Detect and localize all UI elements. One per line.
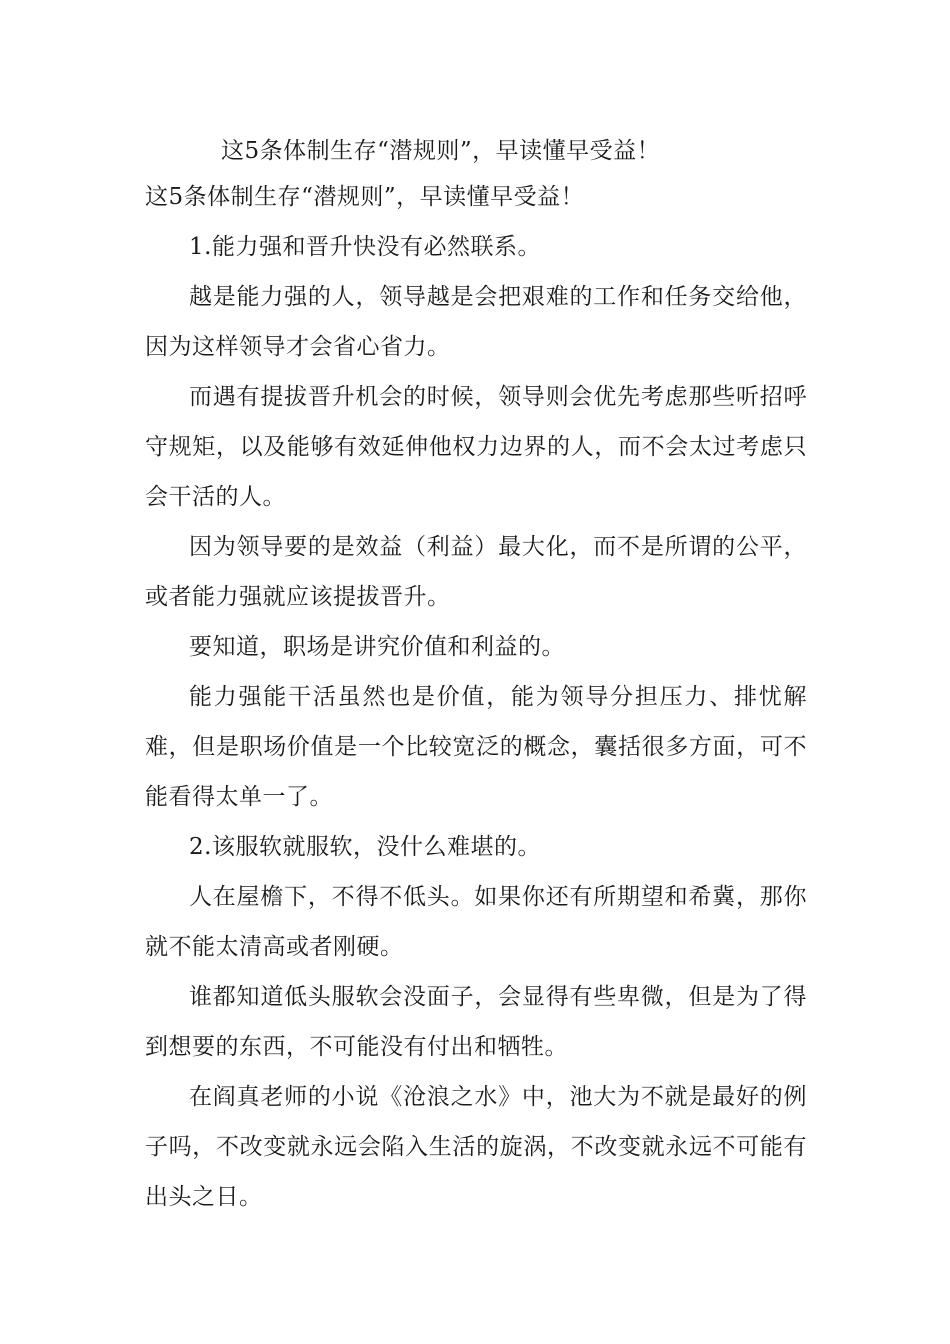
- paragraph: 1.能力强和晋升快没有必然联系。: [189, 234, 541, 260]
- document-subtitle: 这5条体制生存“潜规则”，早读懂早受益！: [145, 184, 585, 210]
- paragraph: 人在屋檐下，不得不低头。如果你还有所期望和希冀，那你就不能太清高或者刚硬。: [145, 884, 807, 960]
- paragraph: 因为领导要的是效益（利益）最大化，而不是所谓的公平，或者能力强就应该提拔晋升。: [145, 534, 807, 610]
- paragraph: 谁都知道低头服软会没面子，会显得有些卑微，但是为了得到想要的东西，不可能没有付出和牺牲。: [145, 984, 807, 1060]
- paragraph: 要知道，职场是讲究价值和利益的。: [189, 634, 565, 660]
- paragraph: 越是能力强的人，领导越是会把艰难的工作和任务交给他，因为这样领导才会省心省力。: [145, 284, 807, 360]
- paragraph: 2.该服软就服软，没什么难堪的。: [189, 834, 541, 860]
- document-body: [145, 128, 807, 1222]
- paragraph: 在阎真老师的小说《沧浪之水》中，池大为不就是最好的例子吗，不改变就永远会陷入生活的旋涡，不改变就永远不可能有出头之日。: [145, 1084, 807, 1210]
- document-title: 这5条体制生存“潜规则”，早读懂早受益！: [221, 138, 661, 164]
- paragraph: 能力强能干活虽然也是价值，能为领导分担压力、排忧解难，但是职场价值是一个比较宽泛的概念，囊括很多方面，可不能看得太单一了。: [145, 684, 807, 810]
- paragraph: 而遇有提拔晋升机会的时候，领导则会优先考虑那些听招呼守规矩，以及能够有效延伸他权力边界的人，而不会太过考虑只会干活的人。: [145, 384, 807, 510]
